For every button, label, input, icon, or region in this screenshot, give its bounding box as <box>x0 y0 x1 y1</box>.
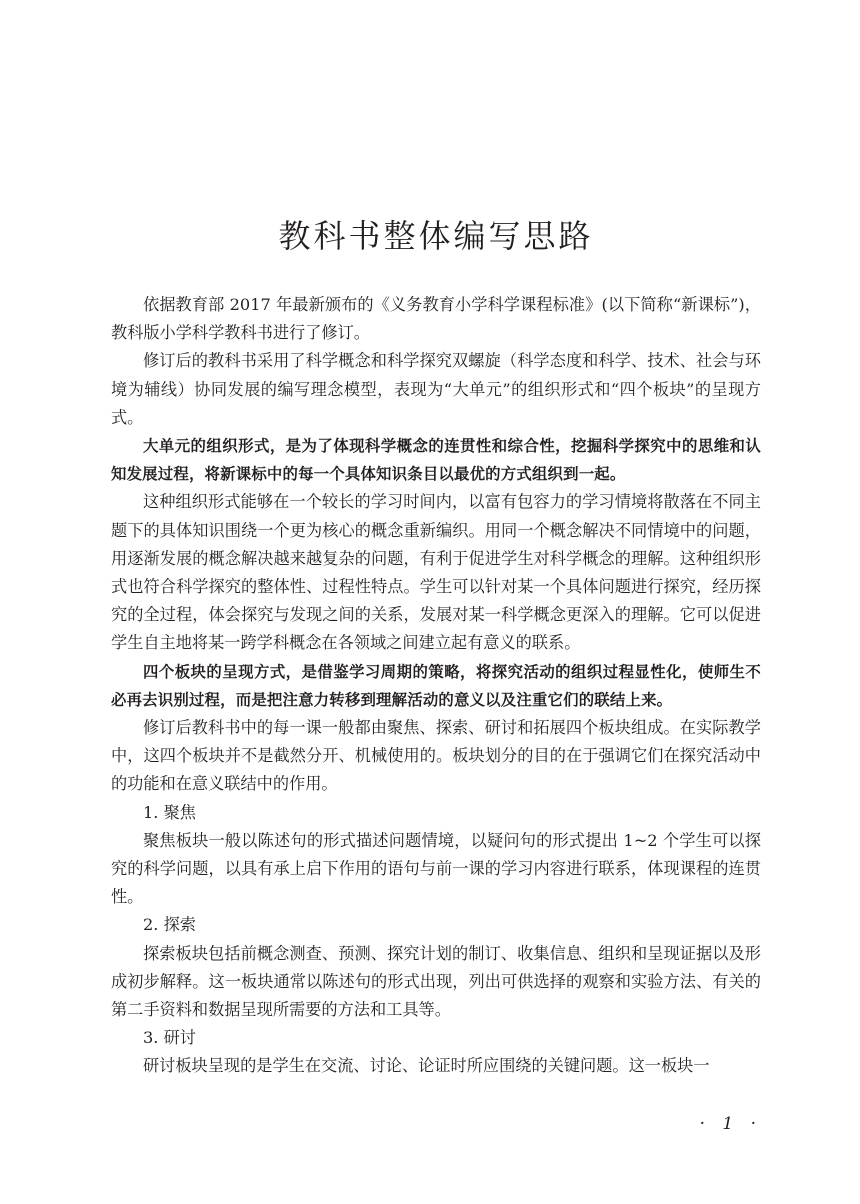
paragraph-blocks-emphasis: 四个板块的呈现方式，是借鉴学习周期的策略，将探究活动的组织过程显性化，使师生不必再去识别过程，而是把注意力转移到理解活动的意义以及注重它们的联结上来。 <box>111 662 761 709</box>
page-number: · 1 · <box>699 1114 762 1134</box>
paragraph-discuss: 研讨板块呈现的是学生在交流、讨论、论证时所应围绕的关键问题。这一板块一 <box>143 1056 710 1076</box>
page-title: 教科书整体编写思路 <box>278 217 594 255</box>
document-body <box>111 291 761 1081</box>
paragraph-model: 修订后的教科书采用了科学概念和科学探究双螺旋（科学态度和科学、技术、社会与环境为辅线）协同发展的编写理念模型，表现为“大单元”的组织形式和“四个板块”的呈现方式。 <box>111 351 761 427</box>
section-heading-discuss: 3. 研讨 <box>143 1028 196 1048</box>
section-heading-focus: 1. 聚焦 <box>143 802 196 822</box>
section-heading-explore: 2. 探索 <box>143 915 196 935</box>
paragraph-explore: 探索板块包括前概念测查、预测、探究计划的制订、收集信息、组织和呈现证据以及形成初步解释。这一板块通常以陈述句的形式出现，列出可供选择的观察和实验方法、有关的第二手资料和数据呈现所需要的方法和工具等。 <box>111 943 761 1020</box>
paragraph-focus: 聚焦板块一般以陈述句的形式描述问题情境，以疑问句的形式提出 1~2 个学生可以探究的科学问题，以具有承上启下作用的语句与前一课的学习内容进行联系，体现课程的连贯性。 <box>111 830 761 907</box>
paragraph-unit-detail: 这种组织形式能够在一个较长的学习时间内，以富有包容力的学习情境将散落在不同主题下的具体知识围绕一个更为核心的概念重新编织。用同一个概念解决不同情境中的问题，用逐渐发展的概念解决越来越复杂的问题，有利于促进学生对科学概念的理解。这种组织形式也符合科学探究的整体性、过程性特点。学生可以针对某一个具体问题进行探究，经历探究的全过程，体会探究与发现之间的关系，发展对某一科学概念更深入的理解。它可以促进学生自主地将某一跨学科概念在各领域之间建立起有意义的联系。 <box>111 492 761 653</box>
paragraph-intro: 依据教育部 2017 年最新颁布的《义务教育小学科学课程标准》(以下简称“新课标”)，教科版小学科学教科书进行了修订。 <box>111 295 761 343</box>
paragraph-blocks-detail: 修订后教科书中的每一课一般都由聚焦、探索、研讨和拓展四个板块组成。在实际教学中，这四个板块并不是截然分开、机械使用的。板块划分的目的在于强调它们在探究活动中的功能和在意义联结中的作用。 <box>111 718 761 794</box>
paragraph-unit-emphasis: 大单元的组织形式，是为了体现科学概念的连贯性和综合性，挖掘科学探究中的思维和认知发展过程，将新课标中的每一个具体知识条目以最优的方式组织到一起。 <box>111 437 761 484</box>
